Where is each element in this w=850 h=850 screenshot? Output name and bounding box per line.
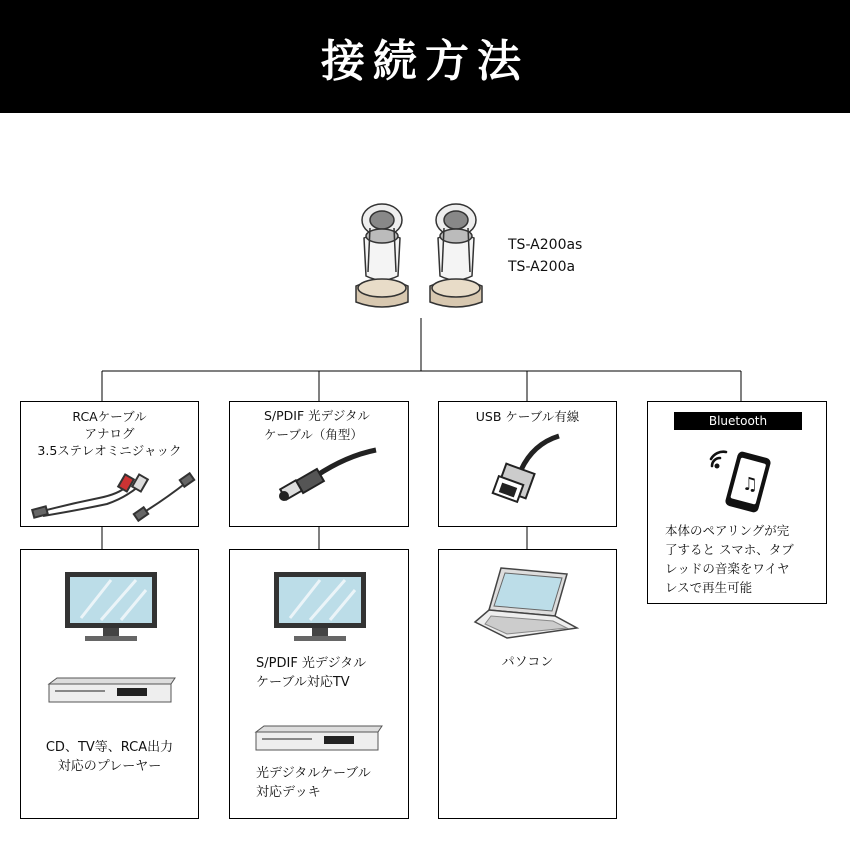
rca-label [21,408,198,459]
device-box-player [20,549,199,819]
model-line1: TS-A200as [508,237,583,253]
spdif-tv-label-line2: ケーブル対応TV [256,675,350,690]
usb-cable-icon [487,434,577,514]
player-deck-icon [47,676,177,708]
connection-box-spdif [229,401,409,527]
optical-cable-icon [276,446,376,506]
bluetooth-desc-line3: レッドの音楽をワイヤ [665,561,790,576]
smartphone-music-icon [725,452,771,512]
spdif-tv-label-line1: S/PDIF 光デジタル [256,656,367,671]
page-title: 接続方法 [321,35,529,87]
connection-box-rca [20,401,199,527]
bluetooth-description [665,521,825,597]
bluetooth-desc-line2: 了すると スマホ、タブ [665,542,794,557]
tv-icon [61,568,161,648]
model-line2: TS-A200a [508,259,576,275]
deck-label-line2: 対応デッキ [256,785,321,800]
tv-icon [270,568,370,648]
svg-text:♫: ♫ [742,474,759,495]
bluetooth-desc-line4: レスで再生可能 [665,580,753,595]
device-box-pc [438,549,617,819]
spdif-tv-label [256,654,406,692]
bluetooth-desc-line1: 本体のペアリングが完 [665,523,790,538]
deck-label-line1: 光デジタルケーブル [256,766,371,781]
player-label-line1: CD、TV等、RCA出力 [45,740,174,755]
player-label-line2: 対応のプレーヤー [57,759,162,774]
device-box-spdif-devices [229,549,409,819]
connection-box-usb [438,401,617,527]
bluetooth-tag: Bluetooth [674,412,802,430]
spdif-label-line2: ケーブル（角型） [264,427,363,442]
usb-label: USB ケーブル有線 [475,409,580,424]
laptop-icon [471,564,581,644]
pc-label: パソコン [501,655,554,670]
rca-cable-icon [29,464,194,522]
rca-label-line1: RCAケーブル [72,409,147,424]
player-label [21,738,198,776]
rca-label-line3: 3.5ステレオミニジャック [37,443,182,458]
deck-icon [254,724,384,756]
spdif-label [264,406,404,444]
rca-label-line2: アナログ [84,426,135,441]
deck-label [256,764,406,802]
spdif-label-line1: S/PDIF 光デジタル [264,408,370,423]
